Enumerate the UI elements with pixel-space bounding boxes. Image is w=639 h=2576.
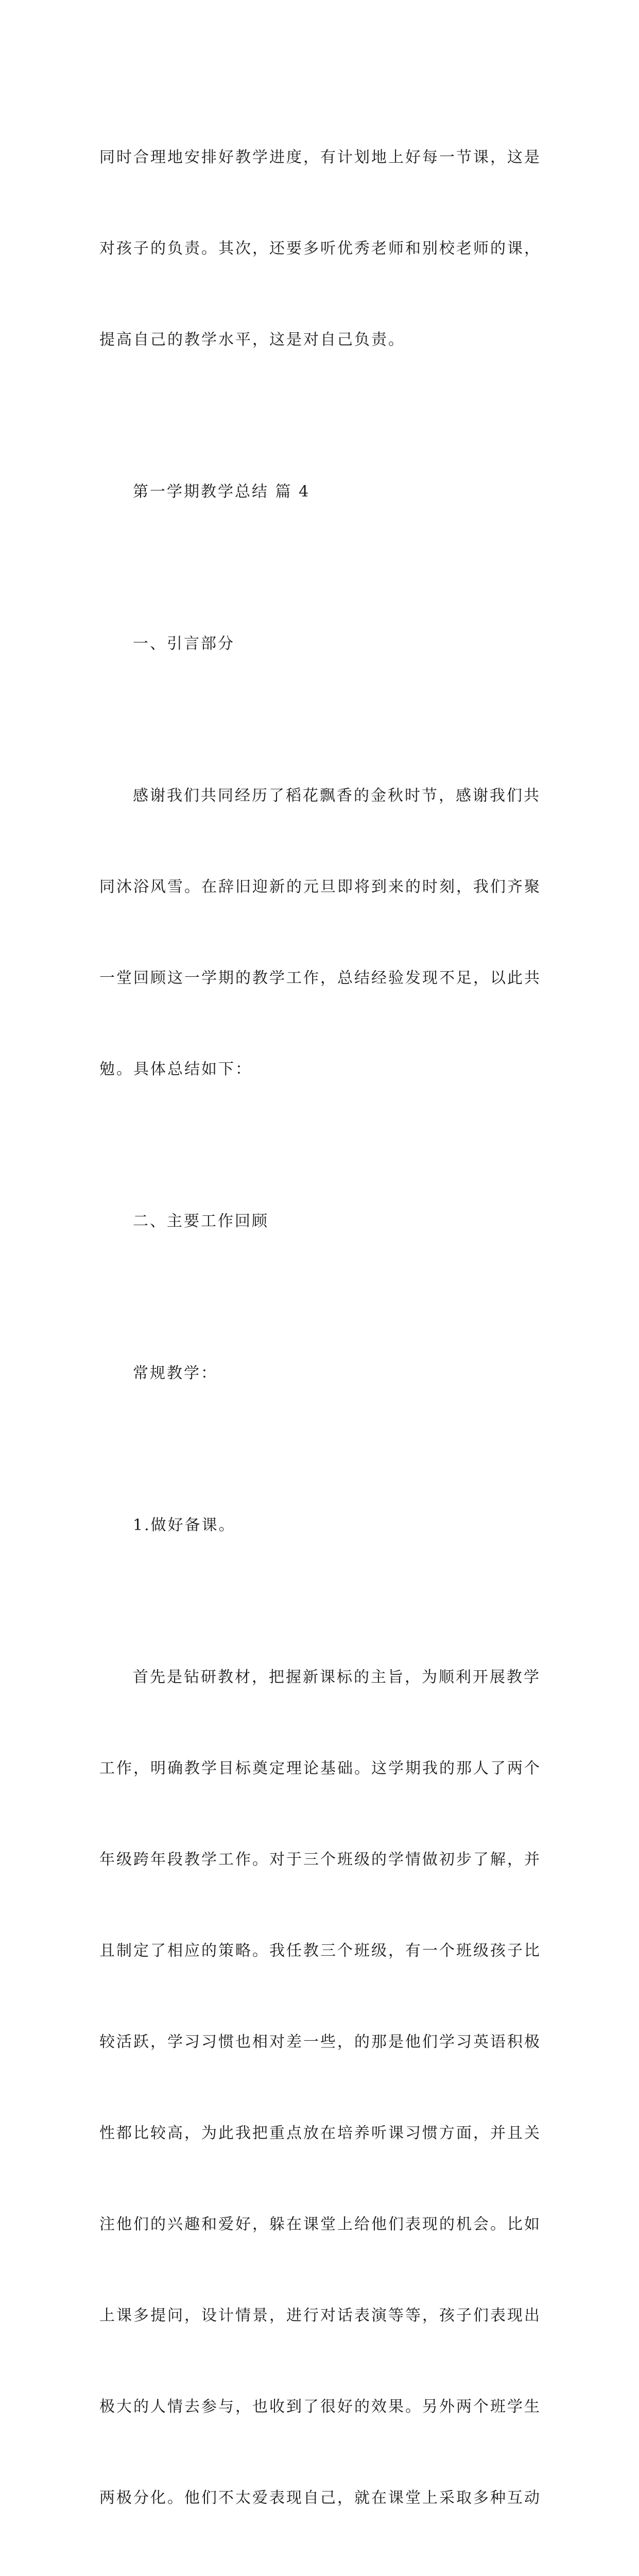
text-line: 感谢我们共同经历了稻花飘香的金秋时节，感谢我们共: [133, 787, 541, 805]
text-line: [99, 2574, 552, 2576]
text-line: 勉。具体总结如下：: [99, 1060, 252, 1078]
subheading-routine: [99, 1297, 552, 1449]
subheading-intro: [99, 568, 552, 720]
text-line: 提高自己的教学水平，这是对自己负责。: [99, 331, 405, 349]
heading-title: 第一学期教学总结 篇 4: [133, 483, 310, 501]
text-line: 且制定了相应的策略。我任教三个班级，有一个班级孩子比: [99, 1942, 541, 1960]
section-heading: [99, 416, 552, 568]
paragraph-prep: [99, 1601, 552, 2576]
text-line: 极大的人情去参与，也收到了很好的效果。另外两个班学生: [99, 2398, 541, 2416]
text-line: 年级跨年段教学工作。对于三个班级的学情做初步了解，并: [99, 1851, 541, 1869]
text-line: 性都比较高，为此我把重点放在培养听课习惯方面，并且关: [99, 2124, 541, 2142]
paragraph-intro: [99, 720, 552, 1145]
text-line: 常规教学：: [133, 1364, 218, 1382]
text-line: 首先是钻研教材，把握新课标的主旨，为顺利开展教学: [133, 1668, 541, 1686]
text-line: 1.做好备课。: [133, 1516, 236, 1534]
text-line: 两极分化。他们不太爱表现自己，就在课堂上采取多种互动: [99, 2489, 541, 2507]
document-body: [99, 81, 552, 2576]
text-line: 工作，明确教学目标奠定理论基础。这学期我的那人了两个: [99, 1759, 541, 1777]
text-line: 同时合理地安排好教学进度，有计划地上好每一节课，这是: [99, 148, 541, 166]
text-line: 一堂回顾这一学期的教学工作，总结经验发现不足，以此共: [99, 969, 541, 987]
list-item-prep: [99, 1449, 552, 1601]
text-line: 一、引言部分: [133, 635, 235, 653]
text-line: 注他们的兴趣和爱好，躲在课堂上给他们表现的机会。比如: [99, 2215, 541, 2233]
text-line: 较活跃，学习习惯也相对差一些，的那是他们学习英语积极: [99, 2033, 541, 2051]
text-line: 上课多提问，设计情景，进行对话表演等等，孩子们表现出: [99, 2307, 541, 2325]
paragraph-progress: [99, 81, 552, 416]
text-line: 对孩子的负责。其次，还要多听优秀老师和别校老师的课，: [99, 240, 541, 258]
text-line: 二、主要工作回顾: [133, 1212, 269, 1230]
text-line: 同沐浴风雪。在辞旧迎新的元旦即将到来的时刻，我们齐聚: [99, 878, 541, 896]
subheading-review: [99, 1145, 552, 1297]
